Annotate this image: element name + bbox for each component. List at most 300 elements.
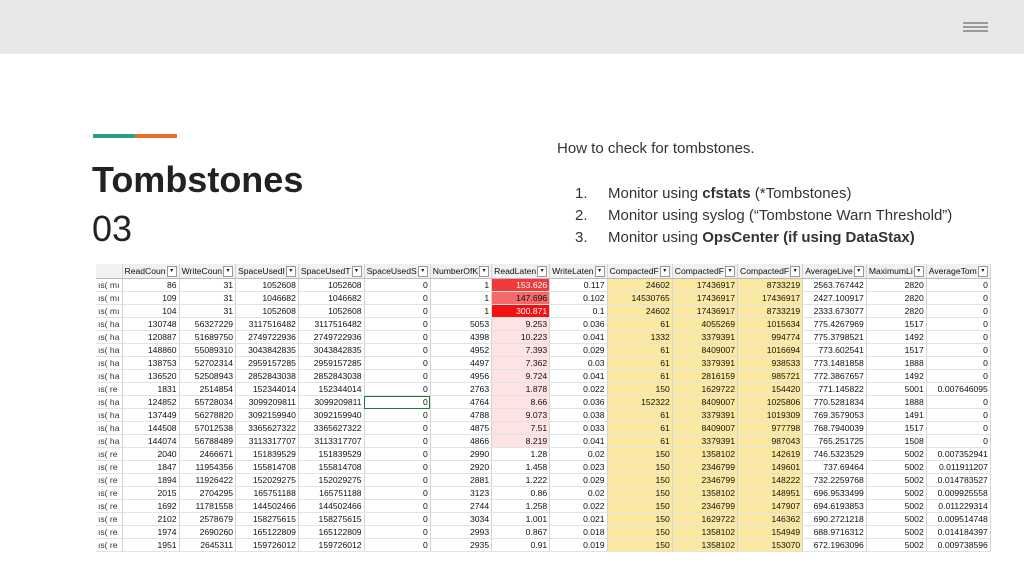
table-cell[interactable]: 0.041 <box>550 331 607 344</box>
table-cell[interactable]: 7.51 <box>492 422 550 435</box>
table-cell[interactable]: 0 <box>364 539 430 552</box>
table-cell[interactable]: 1046682 <box>236 292 299 305</box>
table-cell[interactable]: 696.9533499 <box>803 487 867 500</box>
table-cell[interactable]: 300.871 <box>492 305 550 318</box>
table-cell[interactable]: ıs( re <box>96 461 122 474</box>
table-cell[interactable]: 1692 <box>122 500 179 513</box>
table-cell[interactable]: 3034 <box>430 513 491 526</box>
table-cell[interactable]: ıs( ha <box>96 344 122 357</box>
table-cell[interactable]: 2959157285 <box>298 357 364 370</box>
table-cell[interactable]: 0.009514748 <box>926 513 990 526</box>
table-cell[interactable]: 977798 <box>737 422 802 435</box>
table-cell[interactable]: 775.4267969 <box>803 318 867 331</box>
table-cell[interactable]: 8733219 <box>737 305 802 318</box>
table-cell[interactable]: 31 <box>179 279 235 292</box>
table-cell[interactable]: 155814708 <box>298 461 364 474</box>
table-cell[interactable]: 52702314 <box>179 357 235 370</box>
table-cell[interactable]: 152029275 <box>298 474 364 487</box>
table-cell[interactable]: 987043 <box>737 435 802 448</box>
table-cell[interactable]: 31 <box>179 292 235 305</box>
table-cell[interactable]: 1052608 <box>236 279 299 292</box>
table-cell[interactable]: 14530765 <box>607 292 672 305</box>
table-cell[interactable]: 154420 <box>737 383 802 396</box>
column-header[interactable] <box>96 264 122 279</box>
table-cell[interactable]: 1831 <box>122 383 179 396</box>
table-cell[interactable]: 151839529 <box>236 448 299 461</box>
table-cell[interactable]: 772.3867657 <box>803 370 867 383</box>
table-cell[interactable]: 1019309 <box>737 409 802 422</box>
table-cell[interactable]: 17436917 <box>672 279 737 292</box>
table-cell[interactable]: 1015634 <box>737 318 802 331</box>
table-cell[interactable]: 10.223 <box>492 331 550 344</box>
table-cell[interactable]: 0.036 <box>550 396 607 409</box>
table-cell[interactable]: 57012538 <box>179 422 235 435</box>
table-cell[interactable]: ıs( ha <box>96 396 122 409</box>
table-cell[interactable]: 770.5281834 <box>803 396 867 409</box>
filter-dropdown-icon[interactable]: ▾ <box>286 266 296 277</box>
table-cell[interactable]: ıs( ha <box>96 370 122 383</box>
table-cell[interactable]: 0.007352941 <box>926 448 990 461</box>
filter-dropdown-icon[interactable]: ▾ <box>725 266 735 277</box>
table-cell[interactable]: 150 <box>607 487 672 500</box>
table-cell[interactable]: 144508 <box>122 422 179 435</box>
table-cell[interactable]: 737.69464 <box>803 461 867 474</box>
table-cell[interactable]: 765.251725 <box>803 435 867 448</box>
table-cell[interactable]: 3379391 <box>672 409 737 422</box>
table-cell[interactable]: 1358102 <box>672 487 737 500</box>
table-cell[interactable]: 165122809 <box>298 526 364 539</box>
column-header[interactable]: WriteLaten ▾ <box>550 264 607 279</box>
table-cell[interactable]: ıs( re <box>96 513 122 526</box>
table-cell[interactable]: 0.041 <box>550 435 607 448</box>
table-cell[interactable]: 8.66 <box>492 396 550 409</box>
table-cell[interactable]: 4764 <box>430 396 491 409</box>
table-cell[interactable]: 24602 <box>607 279 672 292</box>
table-cell[interactable]: 9.724 <box>492 370 550 383</box>
table-cell[interactable]: 55728034 <box>179 396 235 409</box>
table-cell[interactable]: 3113317707 <box>298 435 364 448</box>
table-cell[interactable]: ıs( ha <box>96 357 122 370</box>
table-cell[interactable]: 11954356 <box>179 461 235 474</box>
column-header[interactable]: ReadCoun ▾ <box>122 264 179 279</box>
table-cell[interactable]: 2514854 <box>179 383 235 396</box>
table-cell[interactable]: 152344014 <box>298 383 364 396</box>
table-cell[interactable]: 0 <box>926 396 990 409</box>
table-cell[interactable]: 2346799 <box>672 461 737 474</box>
table-cell[interactable]: 61 <box>607 318 672 331</box>
table-cell[interactable]: 5002 <box>866 500 926 513</box>
table-cell[interactable]: 144502466 <box>236 500 299 513</box>
table-cell[interactable]: 3379391 <box>672 435 737 448</box>
table-cell[interactable]: 1 <box>430 292 491 305</box>
table-cell[interactable]: 152029275 <box>236 474 299 487</box>
table-cell[interactable]: 144074 <box>122 435 179 448</box>
table-cell[interactable]: 732.2259768 <box>803 474 867 487</box>
filter-dropdown-icon[interactable]: ▾ <box>418 266 428 277</box>
table-cell[interactable]: ıs( mı <box>96 279 122 292</box>
table-cell[interactable]: 994774 <box>737 331 802 344</box>
table-cell[interactable]: 0.022 <box>550 500 607 513</box>
table-cell[interactable]: 2763 <box>430 383 491 396</box>
table-cell[interactable]: 150 <box>607 500 672 513</box>
table-cell[interactable]: 109 <box>122 292 179 305</box>
filter-dropdown-icon[interactable]: ▾ <box>223 266 233 277</box>
table-cell[interactable]: 2820 <box>866 305 926 318</box>
table-cell[interactable]: 2816159 <box>672 370 737 383</box>
table-cell[interactable]: 0 <box>364 305 430 318</box>
table-cell[interactable]: 17436917 <box>737 292 802 305</box>
table-cell[interactable]: 769.3579053 <box>803 409 867 422</box>
table-cell[interactable]: 150 <box>607 448 672 461</box>
filter-dropdown-icon[interactable]: ▾ <box>790 266 800 277</box>
table-cell[interactable]: 0.011911207 <box>926 461 990 474</box>
table-cell[interactable]: 0 <box>364 279 430 292</box>
table-cell[interactable]: 1358102 <box>672 526 737 539</box>
table-cell[interactable]: 2959157285 <box>236 357 299 370</box>
table-cell[interactable]: 0.02 <box>550 487 607 500</box>
table-cell[interactable]: 1888 <box>866 357 926 370</box>
table-cell[interactable]: 3123 <box>430 487 491 500</box>
table-cell[interactable]: 0.029 <box>550 474 607 487</box>
table-cell[interactable]: 3113317707 <box>236 435 299 448</box>
table-cell[interactable]: ıs( ha <box>96 409 122 422</box>
table-cell[interactable]: 0.91 <box>492 539 550 552</box>
table-cell[interactable]: 2749722936 <box>236 331 299 344</box>
table-cell[interactable]: 0 <box>364 318 430 331</box>
column-header[interactable]: SpaceUsedI ▾ <box>236 264 299 279</box>
table-cell[interactable]: 0.117 <box>550 279 607 292</box>
table-cell[interactable]: ıs( re <box>96 487 122 500</box>
table-cell[interactable]: 148860 <box>122 344 179 357</box>
table-cell[interactable]: 61 <box>607 357 672 370</box>
table-cell[interactable]: 938533 <box>737 357 802 370</box>
table-cell[interactable]: 61 <box>607 344 672 357</box>
table-cell[interactable]: 0.041 <box>550 370 607 383</box>
table-cell[interactable]: 7.393 <box>492 344 550 357</box>
table-cell[interactable]: ıs( re <box>96 539 122 552</box>
table-cell[interactable]: 1.001 <box>492 513 550 526</box>
table-cell[interactable]: ıs( re <box>96 500 122 513</box>
table-cell[interactable]: 2346799 <box>672 474 737 487</box>
column-header[interactable]: CompactedF ▾ <box>607 264 672 279</box>
table-cell[interactable]: ıs( re <box>96 526 122 539</box>
table-cell[interactable]: 150 <box>607 474 672 487</box>
table-cell[interactable]: 0.007646095 <box>926 383 990 396</box>
table-cell[interactable]: 61 <box>607 422 672 435</box>
table-cell[interactable]: 155814708 <box>236 461 299 474</box>
table-cell[interactable]: 137449 <box>122 409 179 422</box>
table-cell[interactable]: 4952 <box>430 344 491 357</box>
table-cell[interactable]: 672.1963096 <box>803 539 867 552</box>
table-cell[interactable]: 3092159940 <box>236 409 299 422</box>
table-cell[interactable]: 147.696 <box>492 292 550 305</box>
table-cell[interactable]: 2040 <box>122 448 179 461</box>
filter-dropdown-icon[interactable]: ▾ <box>854 266 864 277</box>
table-cell[interactable]: 0 <box>926 409 990 422</box>
table-cell[interactable]: 158275615 <box>236 513 299 526</box>
table-cell[interactable]: 11926422 <box>179 474 235 487</box>
table-cell[interactable]: 165122809 <box>236 526 299 539</box>
column-header[interactable]: CompactedF ▾ <box>672 264 737 279</box>
filter-dropdown-icon[interactable]: ▾ <box>595 266 605 277</box>
filter-dropdown-icon[interactable]: ▾ <box>660 266 670 277</box>
table-cell[interactable]: 52508943 <box>179 370 235 383</box>
table-cell[interactable]: 0 <box>364 474 430 487</box>
table-cell[interactable]: 153.626 <box>492 279 550 292</box>
table-cell[interactable]: 0.86 <box>492 487 550 500</box>
table-cell[interactable]: 0 <box>364 344 430 357</box>
filter-dropdown-icon[interactable]: ▾ <box>914 266 924 277</box>
table-cell[interactable]: 1.28 <box>492 448 550 461</box>
table-cell[interactable]: 1.258 <box>492 500 550 513</box>
table-cell[interactable]: 0 <box>364 370 430 383</box>
table-cell[interactable]: 8.219 <box>492 435 550 448</box>
table-cell[interactable]: 1332 <box>607 331 672 344</box>
table-cell[interactable]: 0.009738596 <box>926 539 990 552</box>
table-cell[interactable]: 1016694 <box>737 344 802 357</box>
table-cell[interactable]: 158275615 <box>298 513 364 526</box>
table-cell[interactable]: 688.9716312 <box>803 526 867 539</box>
table-cell[interactable]: 61 <box>607 435 672 448</box>
table-cell[interactable]: 1974 <box>122 526 179 539</box>
table-cell[interactable]: 0 <box>364 487 430 500</box>
table-cell[interactable]: 150 <box>607 461 672 474</box>
table-cell[interactable]: 2990 <box>430 448 491 461</box>
table-cell[interactable]: 0.014184397 <box>926 526 990 539</box>
table-cell[interactable]: 1046682 <box>298 292 364 305</box>
table-cell[interactable]: 1052608 <box>298 279 364 292</box>
column-header[interactable]: SpaceUsedS ▾ <box>364 264 430 279</box>
table-cell[interactable]: 1517 <box>866 422 926 435</box>
table-cell[interactable]: 2881 <box>430 474 491 487</box>
table-cell[interactable]: 2690260 <box>179 526 235 539</box>
table-cell[interactable]: 1.458 <box>492 461 550 474</box>
table-cell[interactable]: 154949 <box>737 526 802 539</box>
table-cell[interactable]: 1629722 <box>672 383 737 396</box>
table-cell[interactable]: 5053 <box>430 318 491 331</box>
table-cell[interactable]: 1052608 <box>298 305 364 318</box>
table-cell[interactable]: 0.1 <box>550 305 607 318</box>
table-cell[interactable]: 120887 <box>122 331 179 344</box>
table-cell[interactable]: 1.222 <box>492 474 550 487</box>
table-cell[interactable]: 0 <box>364 461 430 474</box>
table-cell[interactable]: 104 <box>122 305 179 318</box>
table-cell[interactable]: 11781558 <box>179 500 235 513</box>
table-cell[interactable]: 86 <box>122 279 179 292</box>
table-cell[interactable]: 5002 <box>866 461 926 474</box>
table-cell[interactable]: 2015 <box>122 487 179 500</box>
table-cell[interactable]: 1052608 <box>236 305 299 318</box>
table-cell[interactable]: 3365627322 <box>236 422 299 435</box>
table-cell[interactable]: ıs( mı <box>96 305 122 318</box>
table-cell[interactable]: 136520 <box>122 370 179 383</box>
table-cell[interactable]: 2749722936 <box>298 331 364 344</box>
table-cell[interactable]: 31 <box>179 305 235 318</box>
table-cell[interactable]: ıs( ha <box>96 318 122 331</box>
filter-dropdown-icon[interactable]: ▾ <box>479 266 489 277</box>
table-cell[interactable]: 0 <box>926 370 990 383</box>
table-cell[interactable]: 165751188 <box>236 487 299 500</box>
table-cell[interactable]: 0 <box>926 331 990 344</box>
table-cell[interactable]: 0.102 <box>550 292 607 305</box>
table-cell[interactable]: 5002 <box>866 526 926 539</box>
table-cell[interactable]: 0 <box>926 292 990 305</box>
table-cell[interactable]: 4866 <box>430 435 491 448</box>
table-cell[interactable]: 771.145822 <box>803 383 867 396</box>
table-cell[interactable]: 1517 <box>866 318 926 331</box>
table-cell[interactable]: 3099209811 <box>236 396 299 409</box>
table-cell[interactable]: 2852843038 <box>298 370 364 383</box>
table-cell[interactable]: 152344014 <box>236 383 299 396</box>
table-cell[interactable]: ıs( mı <box>96 292 122 305</box>
table-cell[interactable]: 150 <box>607 526 672 539</box>
table-cell[interactable]: 2466671 <box>179 448 235 461</box>
table-cell[interactable]: 2333.673077 <box>803 305 867 318</box>
table-cell[interactable]: 144502466 <box>298 500 364 513</box>
table-cell[interactable]: 0 <box>364 448 430 461</box>
table-cell[interactable]: 9.253 <box>492 318 550 331</box>
table-cell[interactable]: 2993 <box>430 526 491 539</box>
table-cell[interactable]: 61 <box>607 409 672 422</box>
table-cell[interactable]: 3365627322 <box>298 422 364 435</box>
table-cell[interactable]: 0 <box>926 305 990 318</box>
table-cell[interactable]: 1951 <box>122 539 179 552</box>
table-cell[interactable]: ıs( re <box>96 383 122 396</box>
table-cell[interactable]: 985721 <box>737 370 802 383</box>
table-cell[interactable]: 148222 <box>737 474 802 487</box>
table-cell[interactable]: 1358102 <box>672 448 737 461</box>
table-cell[interactable]: 56327229 <box>179 318 235 331</box>
column-header[interactable]: CompactedF ▾ <box>737 264 802 279</box>
table-cell[interactable]: 8409007 <box>672 396 737 409</box>
table-cell[interactable]: 5002 <box>866 487 926 500</box>
table-cell[interactable]: 1508 <box>866 435 926 448</box>
table-cell[interactable]: 2346799 <box>672 500 737 513</box>
table-cell[interactable]: 1517 <box>866 344 926 357</box>
table-cell[interactable]: 148951 <box>737 487 802 500</box>
table-cell[interactable]: 0 <box>364 383 430 396</box>
table-cell[interactable]: 0 <box>364 409 430 422</box>
table-cell[interactable]: 1492 <box>866 331 926 344</box>
table-cell[interactable]: 4956 <box>430 370 491 383</box>
table-cell[interactable]: 8733219 <box>737 279 802 292</box>
table-cell[interactable]: 61 <box>607 370 672 383</box>
table-cell[interactable]: 5002 <box>866 513 926 526</box>
table-cell[interactable]: 8409007 <box>672 422 737 435</box>
column-header[interactable]: MaximumLi ▾ <box>866 264 926 279</box>
table-cell[interactable]: ıs( ha <box>96 331 122 344</box>
table-cell[interactable]: 0.018 <box>550 526 607 539</box>
column-header[interactable]: SpaceUsedT ▾ <box>298 264 364 279</box>
column-header[interactable]: WriteCoun ▾ <box>179 264 235 279</box>
table-cell[interactable]: ıs( ha <box>96 435 122 448</box>
table-cell[interactable]: 138753 <box>122 357 179 370</box>
table-cell[interactable]: 2578679 <box>179 513 235 526</box>
table-cell[interactable]: 1894 <box>122 474 179 487</box>
table-cell[interactable]: 0 <box>364 292 430 305</box>
filter-dropdown-icon[interactable]: ▾ <box>167 266 177 277</box>
table-cell[interactable]: 0 <box>926 279 990 292</box>
table-cell[interactable]: 17436917 <box>672 305 737 318</box>
table-cell[interactable]: 0.02 <box>550 448 607 461</box>
table-cell[interactable]: 0.03 <box>550 357 607 370</box>
table-cell[interactable]: 1 <box>430 305 491 318</box>
table-cell[interactable]: 4788 <box>430 409 491 422</box>
table-cell[interactable]: 4055269 <box>672 318 737 331</box>
table-cell[interactable]: 7.362 <box>492 357 550 370</box>
table-cell[interactable]: 159726012 <box>298 539 364 552</box>
table-cell[interactable]: 0 <box>364 513 430 526</box>
table-cell[interactable]: 1629722 <box>672 513 737 526</box>
table-cell[interactable]: 165751188 <box>298 487 364 500</box>
table-cell[interactable]: 150 <box>607 383 672 396</box>
table-cell[interactable]: 3099209811 <box>298 396 364 409</box>
table-cell[interactable]: 773.1481858 <box>803 357 867 370</box>
table-cell[interactable]: 1491 <box>866 409 926 422</box>
table-cell[interactable]: 150 <box>607 539 672 552</box>
table-cell[interactable]: 146362 <box>737 513 802 526</box>
table-cell[interactable]: 0.009925558 <box>926 487 990 500</box>
table-cell[interactable]: 2102 <box>122 513 179 526</box>
table-cell[interactable]: 24602 <box>607 305 672 318</box>
table-cell[interactable]: 690.2721218 <box>803 513 867 526</box>
table-cell[interactable]: 56788489 <box>179 435 235 448</box>
table-cell[interactable]: 51689750 <box>179 331 235 344</box>
table-cell[interactable]: 746.5323529 <box>803 448 867 461</box>
table-cell[interactable]: 124852 <box>122 396 179 409</box>
table-cell[interactable]: 9.073 <box>492 409 550 422</box>
table-cell[interactable]: 2704295 <box>179 487 235 500</box>
table-cell[interactable]: 768.7940039 <box>803 422 867 435</box>
hamburger-menu-icon[interactable] <box>963 22 988 32</box>
column-header[interactable]: NumberOfK ▾ <box>430 264 491 279</box>
table-cell[interactable]: 5002 <box>866 474 926 487</box>
table-cell[interactable]: 0 <box>364 526 430 539</box>
table-cell[interactable]: 0 <box>926 422 990 435</box>
table-cell[interactable]: 2744 <box>430 500 491 513</box>
table-cell[interactable]: 3379391 <box>672 357 737 370</box>
table-cell[interactable]: ıs( re <box>96 448 122 461</box>
table-cell[interactable]: 0 <box>364 422 430 435</box>
table-cell[interactable]: 0.011229314 <box>926 500 990 513</box>
table-cell[interactable]: 1.878 <box>492 383 550 396</box>
table-cell[interactable]: 773.602541 <box>803 344 867 357</box>
table-cell[interactable]: 0 <box>926 435 990 448</box>
table-cell[interactable]: 2920 <box>430 461 491 474</box>
filter-dropdown-icon[interactable]: ▾ <box>978 266 988 277</box>
column-header[interactable]: AverageLive ▾ <box>803 264 867 279</box>
table-cell[interactable]: 3043842835 <box>236 344 299 357</box>
table-cell[interactable]: 0 <box>926 344 990 357</box>
table-cell[interactable]: 55089310 <box>179 344 235 357</box>
table-cell[interactable]: 3117516482 <box>236 318 299 331</box>
table-cell[interactable]: 150 <box>607 513 672 526</box>
table-cell[interactable]: 142619 <box>737 448 802 461</box>
table-cell[interactable]: ıs( ha <box>96 422 122 435</box>
table-cell[interactable]: 149601 <box>737 461 802 474</box>
table-cell[interactable]: 130748 <box>122 318 179 331</box>
table-cell[interactable]: 0.021 <box>550 513 607 526</box>
table-cell[interactable]: 2820 <box>866 292 926 305</box>
table-cell[interactable]: 152322 <box>607 396 672 409</box>
table-cell[interactable]: 694.6193853 <box>803 500 867 513</box>
column-header[interactable]: ReadLaten ▾ <box>492 264 550 279</box>
table-cell[interactable]: 1847 <box>122 461 179 474</box>
table-cell[interactable]: 2427.100917 <box>803 292 867 305</box>
table-cell[interactable]: 0.867 <box>492 526 550 539</box>
table-cell[interactable]: 0 <box>926 357 990 370</box>
table-cell[interactable]: 3092159940 <box>298 409 364 422</box>
